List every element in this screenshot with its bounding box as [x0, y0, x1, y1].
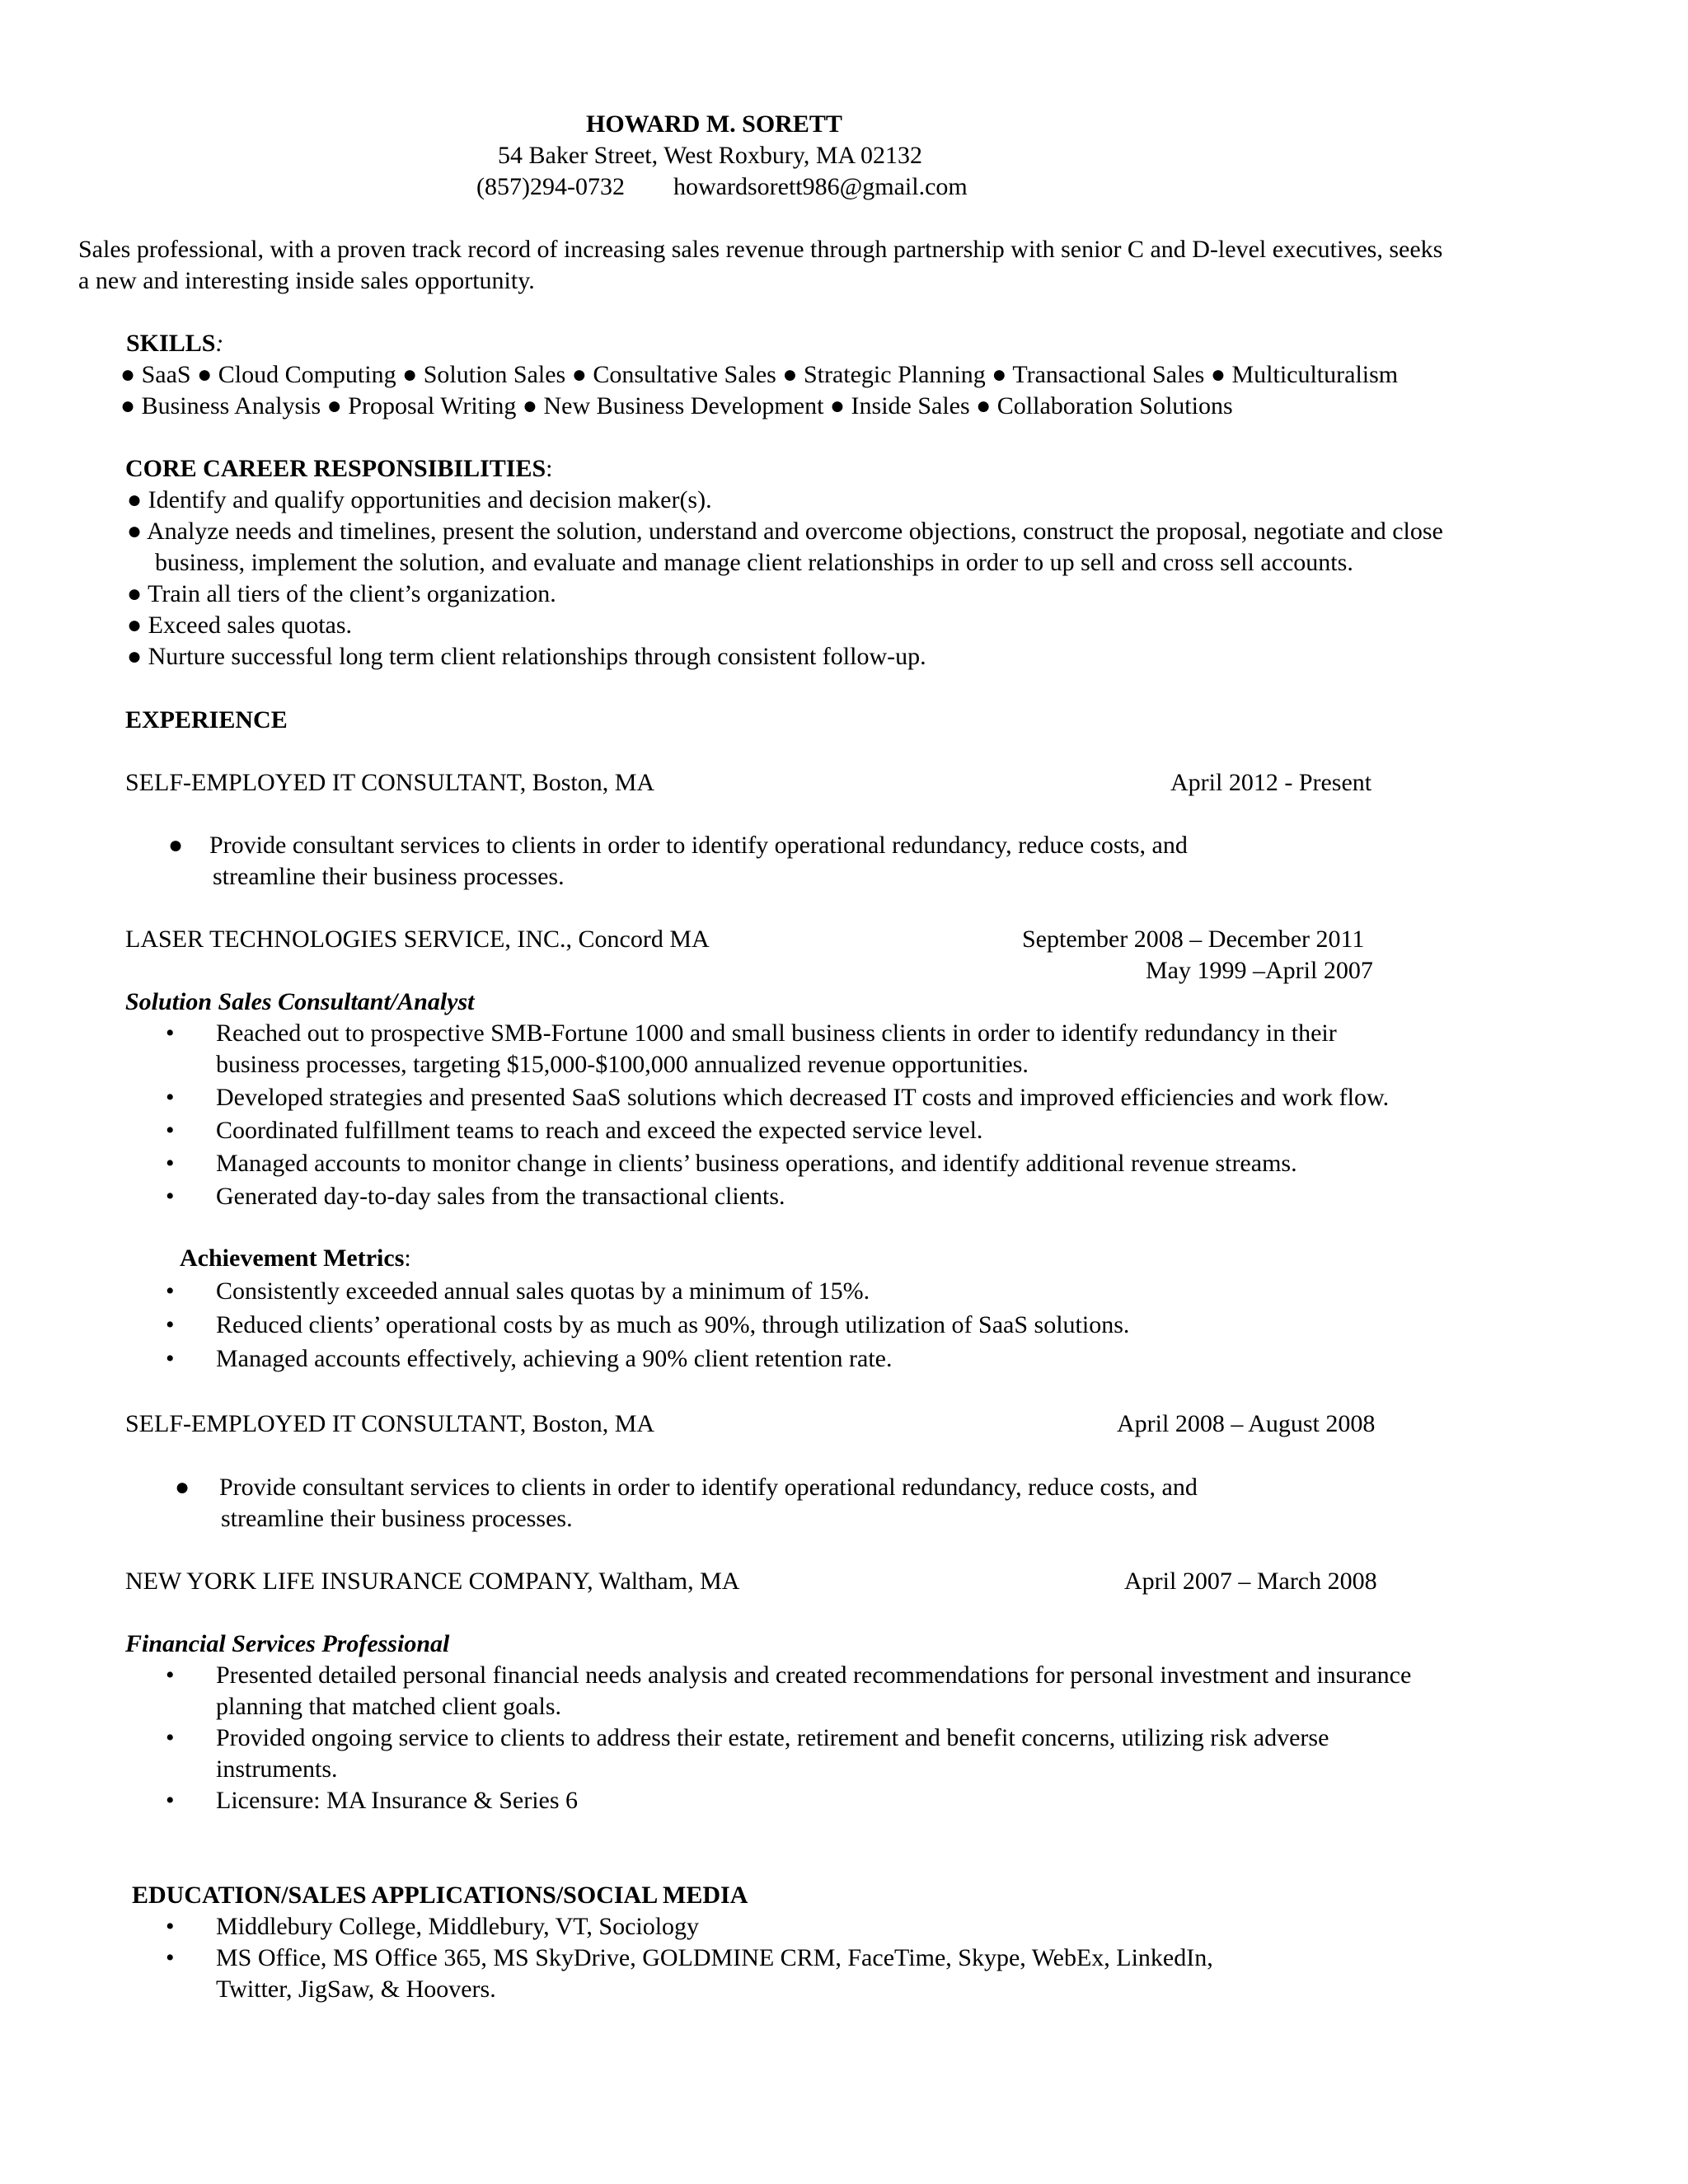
metric-text: Reduced clients’ operational costs by as much as 90%, through utilization of SaaS solutions. — [216, 1311, 1130, 1338]
education-text: MS Office, MS Office 365, MS SkyDrive, GOLDMINE CRM, FaceTime, Skype, WebEx, LinkedIn, — [216, 1944, 1213, 1971]
education-text: Twitter, JigSaw, & Hoovers. — [216, 1975, 496, 2003]
core-heading-text: CORE CAREER RESPONSIBILITIES — [125, 455, 546, 482]
skills-line: ● Business Analysis ● Proposal Writing ● New Business Development ● Inside Sales ● Collaboration Solutions — [120, 392, 1233, 419]
summary-line: Sales professional, with a proven track record of increasing sales revenue through partnership with senior C and D-level executives, seeks — [78, 236, 1443, 263]
bullet-icon: • — [166, 1944, 175, 1971]
candidate-address: 54 Baker Street, West Roxbury, MA 02132 — [498, 142, 923, 169]
bullet-icon: • — [166, 1661, 175, 1689]
core-item: ● Nurture successful long term client relationships through consistent follow-up. — [127, 643, 926, 670]
job-title: Financial Services Professional — [125, 1630, 450, 1657]
job-bullet-text: Provided ongoing service to clients to address their estate, retirement and benefit concerns, utilizing risk adverse — [216, 1724, 1329, 1751]
job-bullet-text: Reached out to prospective SMB-Fortune 1000 and small business clients in order to identify redundancy in their — [216, 1019, 1337, 1047]
job-bullet-text: Provide consultant services to clients in order to identify operational redundancy, reduce costs, and — [209, 832, 1188, 859]
skills-heading-text: SKILLS — [126, 330, 216, 357]
metric-text: Managed accounts effectively, achieving a 90% client retention rate. — [216, 1345, 893, 1372]
job-employer: SELF-EMPLOYED IT CONSULTANT, Boston, MA — [125, 769, 655, 796]
job-bullet-text: instruments. — [216, 1755, 338, 1783]
core-item: ● Exceed sales quotas. — [127, 612, 353, 639]
job-bullet-text: Presented detailed personal financial needs analysis and created recommendations for personal investment and insurance — [216, 1661, 1412, 1689]
education-heading: EDUCATION/SALES APPLICATIONS/SOCIAL MEDIA — [132, 1882, 748, 1909]
bullet-icon: • — [166, 1787, 175, 1814]
candidate-phone: (857)294-0732 — [476, 173, 625, 200]
metrics-heading-colon: : — [404, 1244, 411, 1272]
metric-text: Consistently exceeded annual sales quotas by a minimum of 15%. — [216, 1277, 870, 1305]
job-dates: September 2008 – December 2011 — [1022, 926, 1365, 953]
core-item: ● Train all tiers of the client’s organization. — [127, 580, 556, 607]
job-employer: LASER TECHNOLOGIES SERVICE, INC., Concord MA — [125, 926, 710, 953]
job-employer: NEW YORK LIFE INSURANCE COMPANY, Waltham, MA — [125, 1568, 740, 1595]
job-bullet-text: planning that matched client goals. — [216, 1693, 562, 1720]
job-dates: April 2007 – March 2008 — [1124, 1568, 1377, 1595]
job-bullet-text: streamline their business processes. — [213, 863, 565, 890]
bullet-icon: • — [166, 1019, 175, 1047]
core-heading-colon: : — [546, 455, 553, 482]
job-bullet-text: Provide consultant services to clients in order to identify operational redundancy, reduce costs, and — [219, 1474, 1198, 1501]
job-dates: April 2012 - Present — [1170, 769, 1372, 796]
bullet-icon: • — [166, 1311, 175, 1338]
skills-heading-colon: : — [215, 330, 224, 357]
bullet-icon: ● — [175, 1474, 190, 1501]
job-title: Solution Sales Consultant/Analyst — [125, 988, 475, 1015]
job-bullet-text: Coordinated fulfillment teams to reach and exceed the expected service level. — [216, 1117, 983, 1144]
job-employer: SELF-EMPLOYED IT CONSULTANT, Boston, MA — [125, 1410, 655, 1437]
core-heading — [125, 453, 553, 485]
job-bullet-text: streamline their business processes. — [221, 1505, 573, 1532]
job-bullet-text: Managed accounts to monitor change in clients’ business operations, and identify additional revenue streams. — [216, 1150, 1297, 1177]
core-item-continued: business, implement the solution, and evaluate and manage client relationships in order to up sell and cross sell accounts. — [155, 549, 1353, 576]
skills-line: ● SaaS ● Cloud Computing ● Solution Sales ● Consultative Sales ● Strategic Planning ● Transactional Sales ● Multiculturalism — [120, 361, 1399, 388]
education-text: Middlebury College, Middlebury, VT, Sociology — [216, 1913, 700, 1940]
skills-heading — [126, 328, 223, 359]
experience-heading: EXPERIENCE — [125, 706, 288, 733]
candidate-name: HOWARD M. SORETT — [586, 110, 842, 138]
job-bullet-text: Generated day-to-day sales from the transactional clients. — [216, 1183, 785, 1210]
job-bullet-text: Licensure: MA Insurance & Series 6 — [216, 1787, 579, 1814]
summary-line: a new and interesting inside sales opportunity. — [78, 267, 535, 294]
job-dates: April 2008 – August 2008 — [1117, 1410, 1376, 1437]
job-bullet-text: business processes, targeting $15,000-$100,000 annualized revenue opportunities. — [216, 1051, 1029, 1078]
bullet-icon: • — [166, 1277, 175, 1305]
job-bullet-text: Developed strategies and presented SaaS solutions which decreased IT costs and improved efficiencies and work flow. — [216, 1084, 1390, 1111]
candidate-email: howardsorett986@gmail.com — [673, 173, 968, 200]
metrics-heading — [180, 1243, 411, 1274]
core-item: ● Identify and qualify opportunities and decision maker(s). — [127, 486, 712, 513]
bullet-icon: • — [166, 1117, 175, 1144]
bullet-icon: ● — [168, 832, 184, 859]
bullet-icon: • — [166, 1183, 175, 1210]
bullet-icon: • — [166, 1150, 175, 1177]
metrics-heading-text: Achievement Metrics — [180, 1244, 405, 1272]
bullet-icon: • — [166, 1724, 175, 1751]
core-item: ● Analyze needs and timelines, present the solution, understand and overcome objections, construct the proposal, negotiate and close — [127, 518, 1443, 545]
bullet-icon: • — [166, 1084, 175, 1111]
bullet-icon: • — [166, 1345, 175, 1372]
bullet-icon: • — [166, 1913, 175, 1940]
job-dates-secondary: May 1999 –April 2007 — [1146, 957, 1373, 984]
